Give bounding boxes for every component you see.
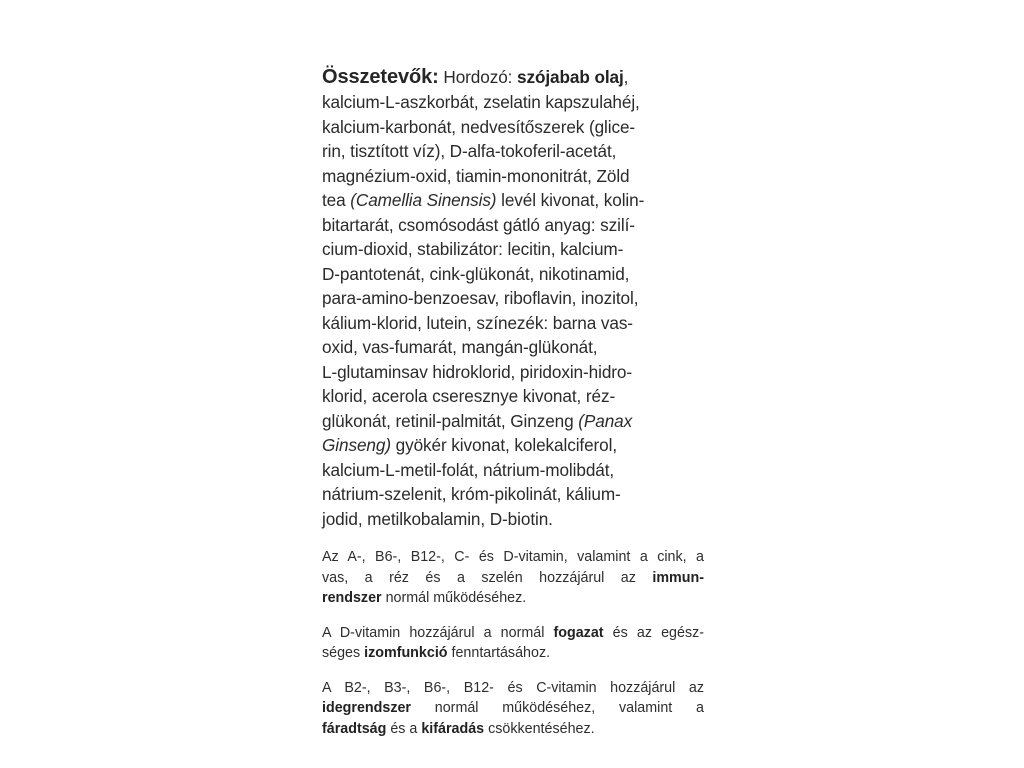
text-segment: glükonát, retinil-palmitát, Ginzeng [322,410,579,431]
ingredients-line [322,409,704,434]
text-segment: kalcium-L-metil-folát, nátrium-molibdát, [322,459,615,480]
ingredients-line [322,64,704,90]
text-segment: , [623,67,629,87]
ingredients-line [322,90,704,115]
text-segment: és az egész- [603,624,704,641]
claim-line [322,568,704,589]
claim-line [322,623,704,644]
claim-line [322,643,704,664]
ingredients-line [322,237,704,262]
text-segment: A B2-, B3-, B6-, B12- és C-vitamin hozzájárul az [322,679,704,696]
latin-name: (Camellia Sinensis) [350,190,497,210]
ingredients-line [322,335,704,360]
claim-line [322,547,704,568]
latin-name: Ginseng) [322,435,391,455]
ingredients-line [322,115,704,140]
text-segment: Hordozó: [438,67,518,87]
text-segment: gyökér kivonat, kolekalciferol, [390,435,618,455]
text-segment: nátrium-szelenit, króm-pikolinát, kálium- [322,484,621,504]
claim-line [322,588,704,609]
health-claims [322,547,704,739]
ingredients-line [322,507,704,532]
text-segment: kalcium-karbonát, nedvesítőszerek (glice- [322,116,636,137]
claim-line [322,698,704,719]
claim-line [322,719,704,740]
bold-term: fáradtság [322,720,387,737]
text-segment: D-pantotenát, cink-glükonát, nikotinamid, [322,263,630,284]
latin-name: (Panax [578,410,633,431]
ingredients-heading: Összetevők: [322,66,439,88]
bold-term: kifáradás [421,720,485,737]
text-segment: normál működéséhez, valamint a [411,700,704,716]
text-segment: tea [322,190,351,210]
bold-term: izomfunkció [364,645,448,661]
text-segment: és a [386,720,422,737]
ingredients-line [322,139,704,164]
bold-term: szójabab olaj [517,67,624,87]
text-segment: fenntartásához. [447,645,551,661]
bold-term: rendszer [322,590,382,606]
text-segment: cium-dioxid, stabilizátor: lecitin, kalcium- [322,239,624,259]
text-segment: L-glutaminsav hidroklorid, piridoxin-hidro- [322,361,632,382]
text-segment: kalcium-L-aszkorbát, zselatin kapszulahéj, [322,92,640,112]
text-segment: bitartarát, csomósodást gátló anyag: szilí- [322,214,635,235]
claim-paragraph [322,678,704,740]
ingredients-line [322,188,704,213]
bold-term: fogazat [553,624,604,641]
ingredients-line [322,433,704,458]
ingredients-line [322,384,704,409]
text-segment: Az A-, B6-, B12-, C- és D-vitamin, valamint a cink, a [322,549,704,565]
ingredients-line [322,213,704,238]
bold-term: immun- [652,569,704,586]
text-segment: magnézium-oxid, tiamin-mononitrát, Zöld [322,165,630,186]
bold-term: idegrendszer [322,700,411,716]
text-segment: jodid, metilkobalamin, D-biotin. [322,508,553,529]
ingredients-line [322,262,704,287]
claim-line [322,678,704,699]
text-segment: A D-vitamin hozzájárul a normál [322,624,554,641]
text-segment: rin, tisztított víz), D-alfa-tokoferil-acetát, [322,141,617,161]
text-segment: vas, a réz és a szelén hozzájárul az [322,569,653,586]
ingredients-paragraph [322,64,704,531]
text-segment: klorid, acerola cseresznye kivonat, réz- [322,386,616,406]
text-segment: séges [322,645,365,661]
ingredients-line [322,360,704,385]
text-segment: levél kivonat, kolin- [496,190,645,210]
label-text-panel [322,64,704,753]
ingredients-line [322,311,704,336]
ingredients-line [322,164,704,189]
text-segment: csökkentéséhez. [484,720,595,737]
text-segment: normál működéséhez. [381,590,527,606]
ingredients-line [322,458,704,483]
ingredients-line [322,482,704,507]
ingredients-line [322,286,704,311]
claim-paragraph [322,623,704,664]
text-segment: para-amino-benzoesav, riboflavin, inozitol, [322,288,639,308]
claim-paragraph [322,547,704,609]
text-segment: oxid, vas-fumarát, mangán-glükonát, [322,337,598,357]
text-segment: kálium-klorid, lutein, színezék: barna vas- [322,312,633,333]
